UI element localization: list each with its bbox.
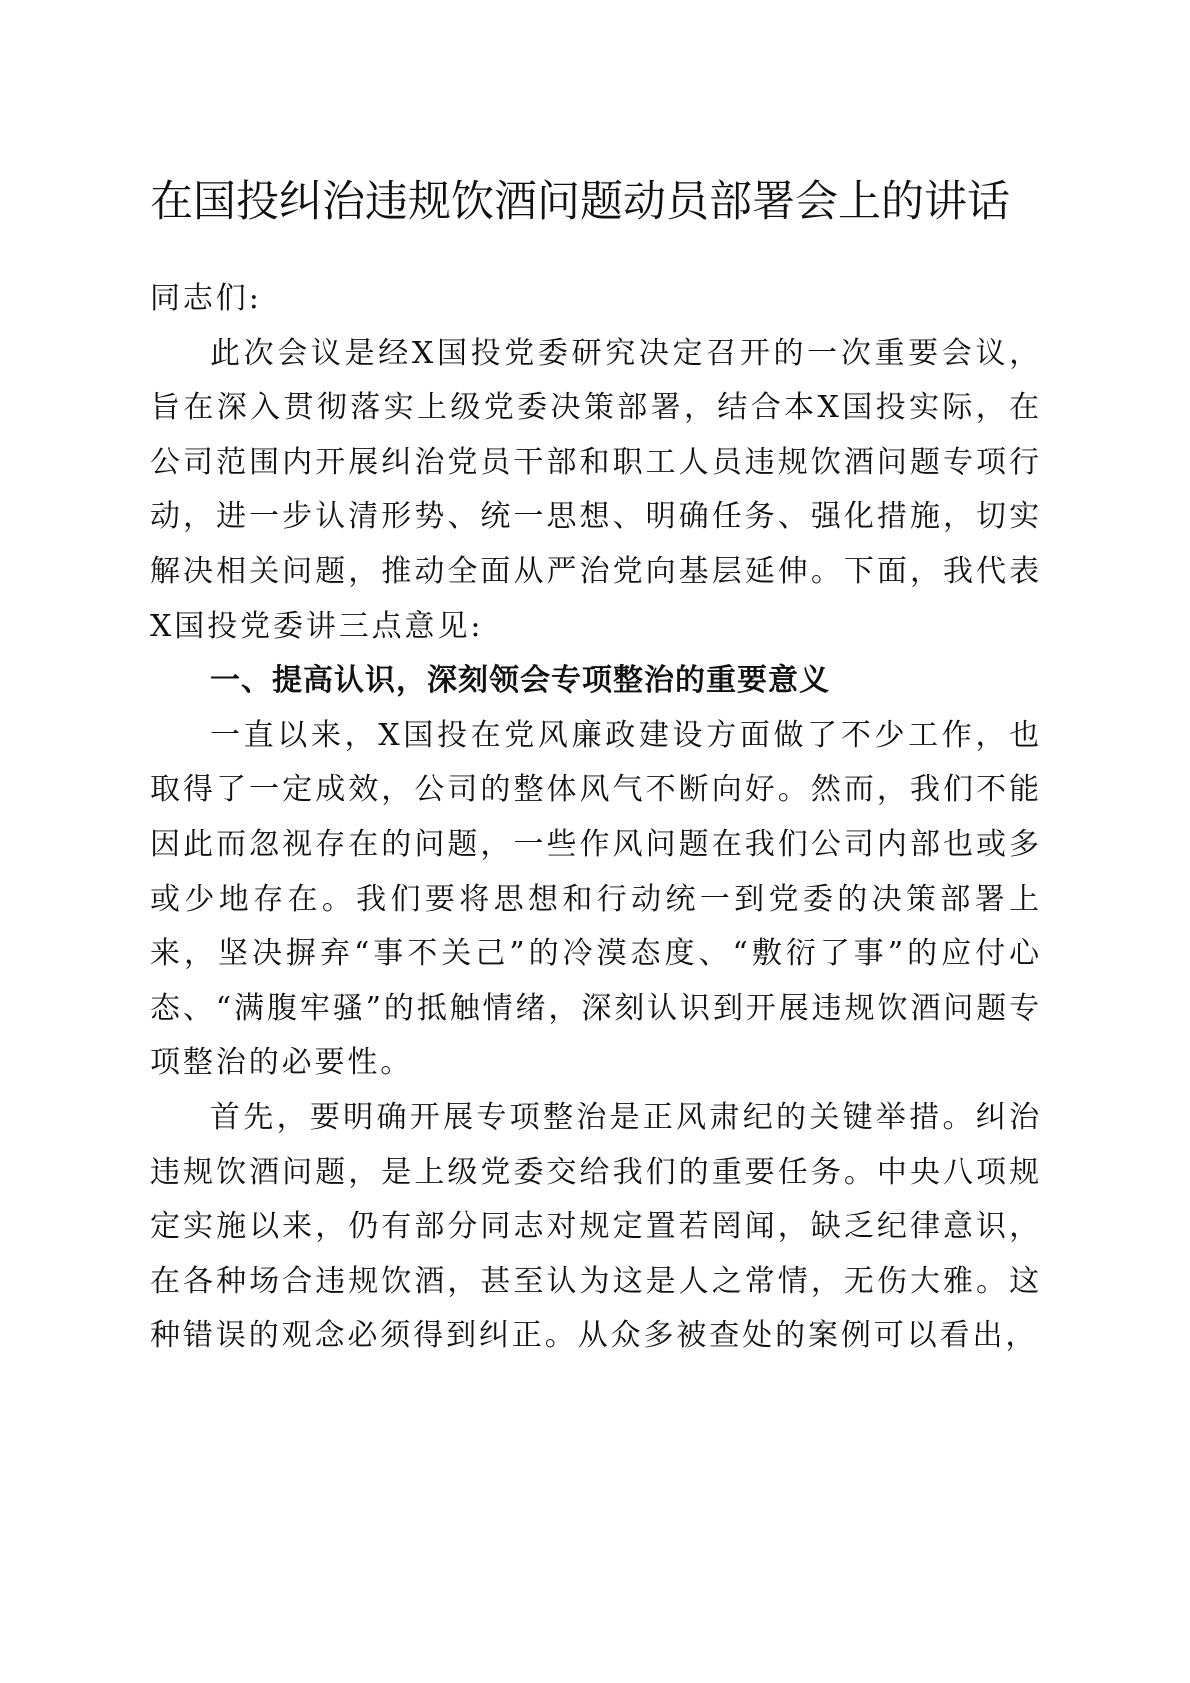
intro-paragraph: 此次会议是经X国投党委研究决定召开的一次重要会议，旨在深入贯彻落实上级党委决策部署，结合本X国投实际，在公司范围内开展纠治党员干部和职工人员违规饮酒问题专项行动，进一步认清形势、统一思想、明确任务、强化措施，切实解决相关问题，推动全面从严治党向基层延伸。下面，我代表X国投党委讲三点意见: xyxy=(150,335,1042,644)
section-1-paragraph-1: 一直以来，X国投在党风廉政建设方面做了不少工作，也取得了一定成效，公司的整体风气不断向好。然而，我们不能因此而忽视存在的问题，一些作风问题在我们公司内部也或多或少地存在。我们要将思想和行动统一到党委的决策部署上来，坚决摒弃“事不关己”的冷漠态度、“敷衍了事”的应付心态、“满腹牢骚”的抵触情绪，深刻认识到开展违规饮酒问题专项整治的必要性。 xyxy=(150,717,1042,1081)
section-1-heading: 一、提高认识，深刻领会专项整治的重要意义 xyxy=(210,663,830,699)
salutation: 同志们: xyxy=(150,281,262,316)
document-title: 在国投纠治违规饮酒问题动员部署会上的讲话 xyxy=(150,177,1010,227)
document-body xyxy=(150,272,1042,1364)
section-1-paragraph-2: 首先，要明确开展专项整治是正风肃纪的关键举措。纠治违规饮酒问题，是上级党委交给我们的重要任务。中央八项规定实施以来，仍有部分同志对规定置若罔闻，缺乏纪律意识，在各种场合违规饮酒，甚至认为这是人之常情，无伤大雅。这种错误的观念必须得到纠正。从众多被查处的案例可以看出， xyxy=(150,1099,1042,1354)
